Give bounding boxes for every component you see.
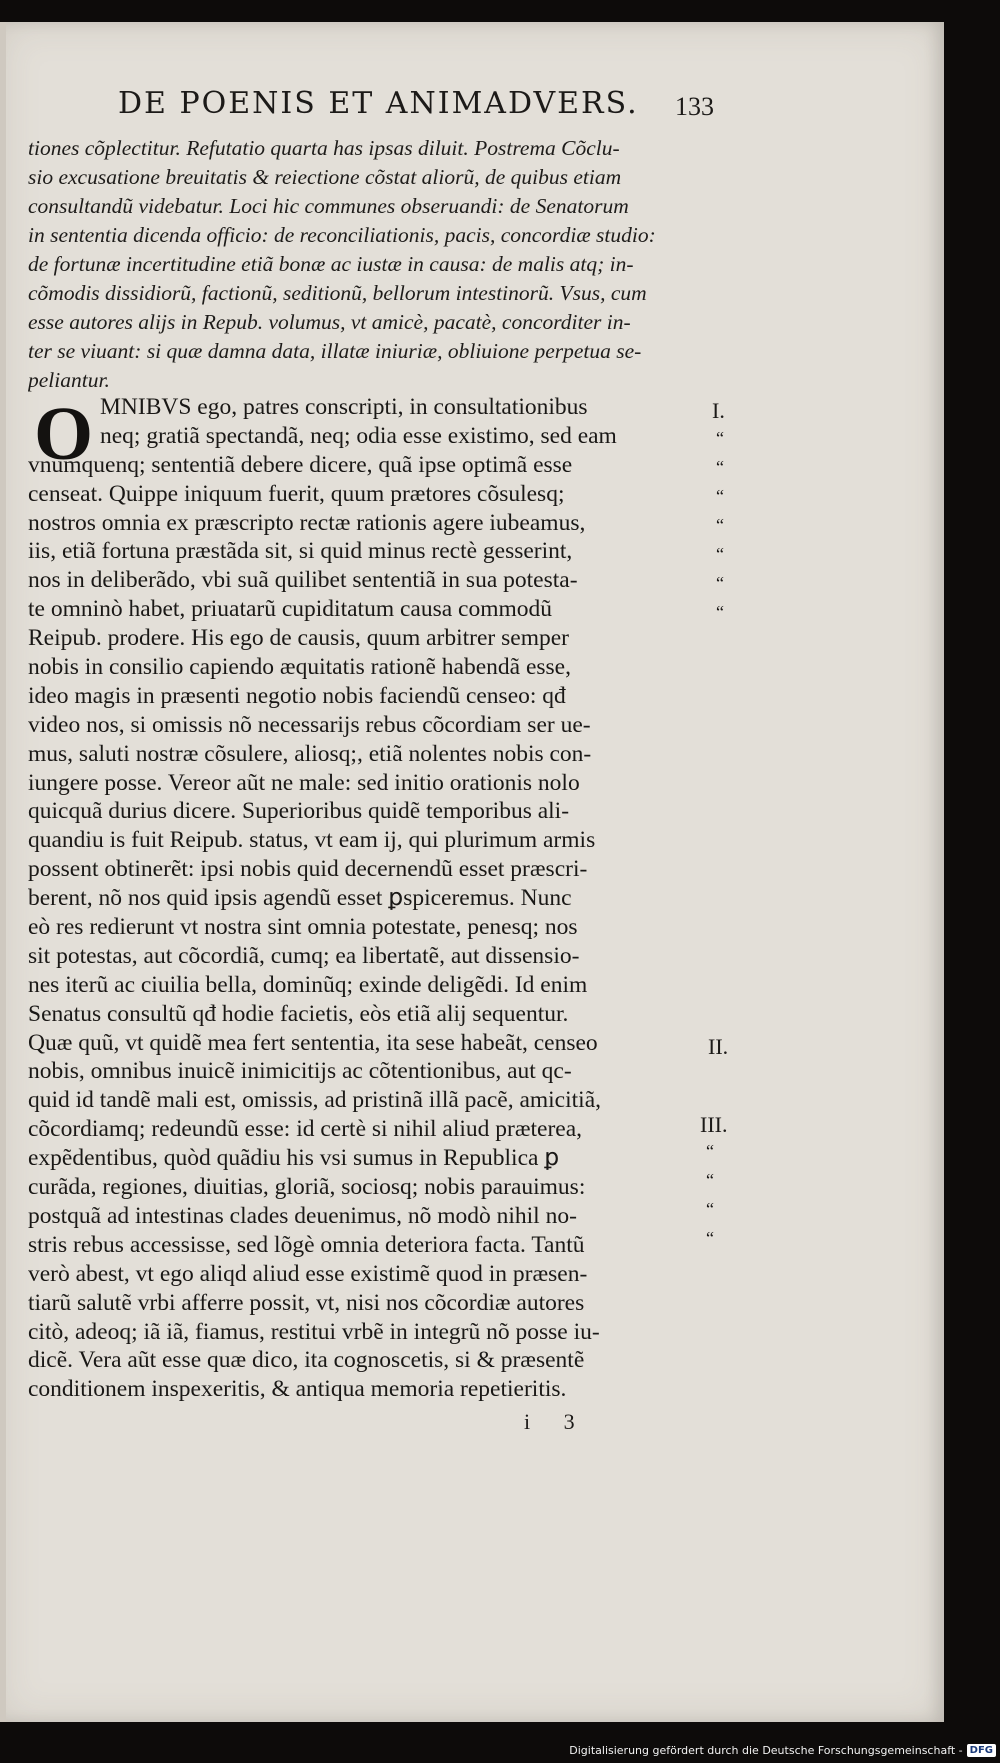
- body-line: Senatus consultũ qđ hodie facietis, eòs etiã alij sequentur.: [28, 1000, 569, 1027]
- body-line: possent obtinerẽt: ipsi nobis quid decernendũ esset præscri-: [28, 856, 588, 883]
- margin-numeral-2: II.: [708, 1034, 729, 1059]
- margin-quote-mark: “: [716, 515, 727, 535]
- summary-line: cõmodis dissidiorũ, factionũ, seditionũ, bellorum intestinorũ. Vsus, cum: [28, 281, 647, 305]
- summary-line: ter se viuant: si quæ damna data, illatæ iniuriæ, obliuione perpetua se-: [28, 339, 642, 363]
- body-line: ideo magis in præsenti negotio nobis faciendũ censeo: qđ: [28, 682, 566, 709]
- summary-line: tiones cõplectitur. Refutatio quarta has ipsas diluit. Postrema Cõclu-: [28, 136, 620, 160]
- oration-text: [28, 393, 734, 1404]
- body-line: Quæ quũ, vt quidẽ mea fert sententia, ita sese habeãt, censeo: [28, 1029, 598, 1056]
- page-edge: [0, 22, 6, 1722]
- page-number: 133: [675, 92, 714, 121]
- margin-quote-mark: “: [706, 1228, 717, 1248]
- summary-line: in sententia dicenda officio: de reconciliationis, pacis, concordiæ studio:: [28, 223, 656, 247]
- body-line: iungere posse. Vereor aũt ne male: sed initio orationis nolo: [28, 769, 580, 796]
- body-line: sit potestas, aut cõcordiã, cumq; ea libertatẽ, aut dissensio-: [28, 942, 580, 969]
- margin-numeral-1: I.: [712, 398, 725, 423]
- body-line: quid id tandẽ mali est, omissis, ad pristinã illã pacẽ, amicitiã,: [28, 1087, 602, 1114]
- body-line: MNIBVS ego, patres conscripti, in consultationibus: [100, 394, 588, 420]
- body-line: te omninò habet, priuatarũ cupiditatum causa commodũ: [28, 596, 553, 623]
- body-line: iis, etiã fortuna præstãda sit, si quid minus rectè gesserint,: [28, 538, 573, 565]
- body-line: stris rebus accessisse, sed lõgè omnia deteriora facta. Tantũ: [28, 1231, 585, 1258]
- running-title: DE POENIS ET ANIMADVERS.: [118, 86, 639, 121]
- margin-quote-mark: “: [706, 1170, 717, 1190]
- body-line: dicẽ. Vera aũt esse quæ dico, ita cognoscetis, si & præsentẽ: [28, 1347, 585, 1374]
- margin-quote-mark: “: [716, 428, 727, 448]
- summary-line: sio excusatione breuitatis & reiectione cõstat aliorũ, de quibus etiam: [28, 165, 622, 189]
- dfg-logo-icon: DFG: [967, 1744, 996, 1757]
- margin-quote-mark: “: [716, 544, 727, 564]
- body-line: neq; gratiã spectandã, neq; odia esse existimo, sed eam: [100, 422, 617, 449]
- margin-quote-mark: “: [716, 486, 727, 506]
- body-line: verò abest, vt ego aliqd aliud esse existimẽ quod in præsen-: [28, 1260, 588, 1287]
- margin-quote-mark: “: [706, 1199, 717, 1219]
- body-line: quandiu is fuit Reipub. status, vt eam ij, qui plurimum armis: [28, 827, 596, 854]
- body-line: nostros omnia ex præscripto rectæ rationis agere iubeamus,: [28, 509, 586, 536]
- body-line: vnumquenq; sententiã debere dicere, quã ipse optimã esse: [28, 451, 573, 478]
- body-line: curãda, regiones, diuitias, gloriã, sociosq; nobis parauimus:: [28, 1174, 586, 1201]
- body-line: quicquã durius dicere. Superioribus quidẽ temporibus ali-: [28, 798, 570, 825]
- margin-quote-mark: “: [716, 602, 727, 622]
- body-line: eò res redierunt vt nostra sint omnia potestate, penesq; nos: [28, 914, 578, 941]
- summary-line: consultandũ videbatur. Loci hic communes obseruandi: de Senatorum: [28, 194, 629, 218]
- summary-line: peliantur.: [28, 368, 110, 392]
- summary-paragraph: [28, 134, 718, 395]
- funding-footer: [569, 1744, 996, 1757]
- margin-quote-mark: “: [716, 457, 727, 477]
- body-line: nes iterũ ac ciuilia bella, dominũq; exinde deligẽdi. Id enim: [28, 971, 588, 998]
- summary-line: esse autores alijs in Repub. volumus, vt amicè, pacatè, concorditer in-: [28, 310, 631, 334]
- body-line: video nos, si omissis nõ necessarijs rebus cõcordiam ser ue-: [28, 711, 591, 738]
- body-line: postquã ad intestinas clades deuenimus, nõ modò nihil no-: [28, 1202, 577, 1229]
- summary-line: de fortunæ incertitudine etiã bonæ ac iustæ in causa: de malis atq; in-: [28, 252, 634, 276]
- margin-quote-mark: “: [706, 1141, 717, 1161]
- margin-quote-mark: “: [716, 573, 727, 593]
- body-line: nos in deliberãdo, vbi suã quilibet sententiã in sua potesta-: [28, 567, 578, 594]
- signature-mark: i 3: [524, 1409, 589, 1434]
- body-line: cõcordiamq; redeundũ esse: id certè si nihil aliud præterea,: [28, 1116, 583, 1143]
- body-line: berent, nõ nos quid ipsis agendũ esset ꝑspiceremus. Nunc: [28, 885, 572, 912]
- body-line: citò, adeoq; iã iã, fiamus, restitui vrbẽ in integrũ nõ posse iu-: [28, 1318, 600, 1345]
- body-line: mus, saluti nostræ cõsulere, aliosq;, etiã nolentes nobis con-: [28, 740, 592, 767]
- body-line: conditionem inspexeritis, & antiqua memoria repetieritis.: [28, 1376, 567, 1403]
- body-line: tiarũ salutẽ vrbi afferre possit, vt, nisi nos cõcordiæ autores: [28, 1289, 585, 1316]
- body-line: expẽdentibus, quòd quãdiu his vsi sumus in Republica ꝑ: [28, 1145, 560, 1172]
- body-line: censeat. Quippe iniquum fuerit, quum prætores cõsulesq;: [28, 480, 565, 507]
- footer-credit: Digitalisierung gefördert durch die Deutsche Forschungsgemeinschaft -: [569, 1744, 963, 1757]
- body-line: nobis in consilio capiendo æquitatis rationẽ habendã esse,: [28, 654, 571, 681]
- body-line: Reipub. prodere. His ego de causis, quum arbitrer semper: [28, 625, 569, 652]
- drop-cap: O: [34, 392, 94, 476]
- body-line: nobis, omnibus inuicẽ inimicitijs ac cõtentionibus, aut qc-: [28, 1058, 572, 1085]
- margin-numeral-3: III.: [700, 1112, 728, 1137]
